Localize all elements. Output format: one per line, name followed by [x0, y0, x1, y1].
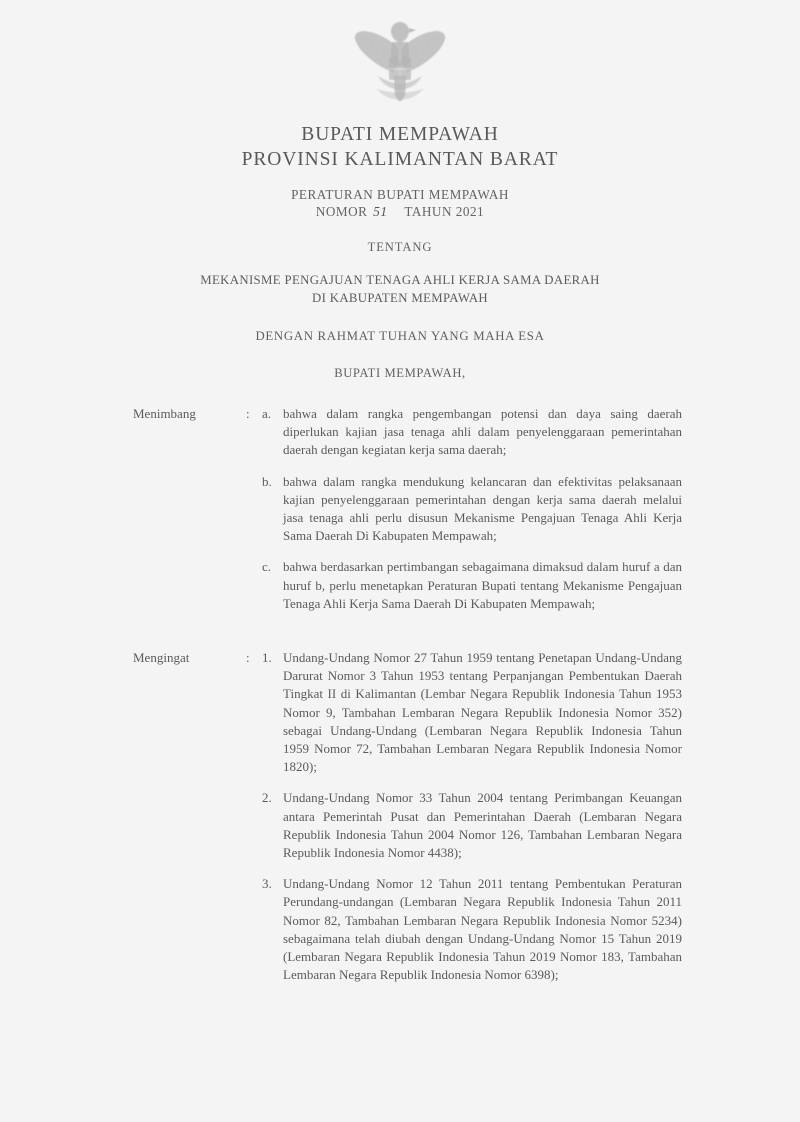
section-spacer: [0, 613, 800, 625]
mengingat-colon: :: [246, 650, 250, 666]
list-marker: 3.: [262, 876, 272, 892]
subject-line-1: MEKANISME PENGAJUAN TENAGA AHLI KERJA SAMA DAERAH: [200, 273, 600, 287]
subject-line-2: DI KABUPATEN MEMPAWAH: [311, 291, 489, 305]
list-marker: c.: [262, 559, 272, 575]
regulation-number-line: [0, 203, 800, 220]
page-title-line-1: BUPATI MEMPAWAH: [301, 124, 499, 145]
page-title-line-2: PROVINSI KALIMANTAN BARAT: [241, 149, 559, 170]
menimbang-section: [0, 405, 800, 613]
list-marker: b.: [262, 473, 272, 489]
list-marker: 2.: [262, 790, 272, 806]
list-text: Undang-Undang Nomor 33 Tahun 2004 tentang Perimbangan Keuangan antara Pemerintah Pusat dan Pemerintahan Daerah (Lembaran Negara Republik Indonesia Tahun 2004 Nomor 126, Tambahan Lembaran Negara Republik Indonesia Nomor 4438);: [283, 790, 682, 861]
mengingat-section: [0, 649, 800, 984]
menimbang-items: [262, 405, 800, 613]
list-marker: 1.: [262, 650, 272, 666]
nomor-label: NOMOR: [315, 204, 368, 219]
list-item: [262, 649, 682, 776]
list-text: bahwa dalam rangka pengembangan potensi dan daya saing daerah diperlukan kajian jasa tenaga ahli dalam penyelenggaraan pemerintahan daerah dengan kegiatan kerja sama daerah;: [283, 406, 682, 458]
mengingat-items: [262, 649, 800, 984]
list-text: Undang-Undang Nomor 12 Tahun 2011 tentang Pembentukan Peraturan Perundang-undangan (Lembaran Negara Republik Indonesia Tahun 2011 Nomor 82, Tambahan Lembaran Negara Republik Indonesia Nomor 5234) sebagaimana telah diubah dengan Undang-Undang Nomor 15 Tahun 2019 (Lembaran Negara Republik Indonesia Tahun 2019 Nomor 183, Tambahan Lembaran Negara Republik Indonesia Nomor 6398);: [283, 876, 682, 983]
list-marker: a.: [262, 406, 272, 421]
list-text: bahwa dalam rangka mendukung kelancaran dan efektivitas pelaksanaan kajian penyelenggaraan pemerintahan dengan kerja sama daerah melalui jasa tenaga ahli perlu disusun Mekanisme Pengajuan Tenaga Ahli Kerja Sama Daerah Di Kabupaten Mempawah;: [283, 473, 682, 544]
authority-text: BUPATI MEMPAWAH,: [334, 366, 466, 380]
list-item: [262, 558, 682, 613]
list-item: [262, 789, 682, 862]
invocation-text: DENGAN RAHMAT TUHAN YANG MAHA ESA: [255, 329, 545, 343]
list-item: [262, 875, 682, 984]
list-item: [262, 473, 682, 546]
menimbang-label: Menimbang: [133, 406, 196, 421]
menimbang-colon: :: [246, 406, 250, 421]
list-text: Undang-Undang Nomor 27 Tahun 1959 tentang Penetapan Undang-Undang Darurat Nomor 3 Tahun 1953 tentang Perpanjangan Pembentukan Daerah Tingkat II di Kalimantan (Lembar Negara Republik Indonesia Tahun 1953 Nomor 9, Tambahan Lembaran Negara Republik Indonesia Nomor 352) sebagai Undang-Undang (Lembaran Negara Republik Indonesia Tahun 1959 Nomor 72, Tambahan Lembaran Negara Republik Indonesia Nomor 1820);: [283, 650, 682, 775]
garuda-pancasila-emblem: [348, 14, 452, 114]
tahun-label: TAHUN: [404, 204, 452, 219]
list-text: bahwa berdasarkan pertimbangan sebagaimana dimaksud dalam huruf a dan huruf b, perlu menetapkan Peraturan Bupati tentang Mekanisme Pengajuan Tenaga Ahli Kerja Sama Daerah Di Kabupaten Mempawah;: [283, 559, 682, 611]
list-item: [262, 405, 682, 460]
regulation-type: PERATURAN BUPATI MEMPAWAH: [291, 187, 509, 202]
title-block: [0, 122, 800, 381]
emblem-container: [0, 0, 800, 114]
tentang-label: TENTANG: [367, 240, 433, 254]
nomor-value: 51: [373, 204, 388, 219]
mengingat-label: Mengingat: [133, 650, 190, 666]
tahun-value: 2021: [455, 204, 485, 219]
